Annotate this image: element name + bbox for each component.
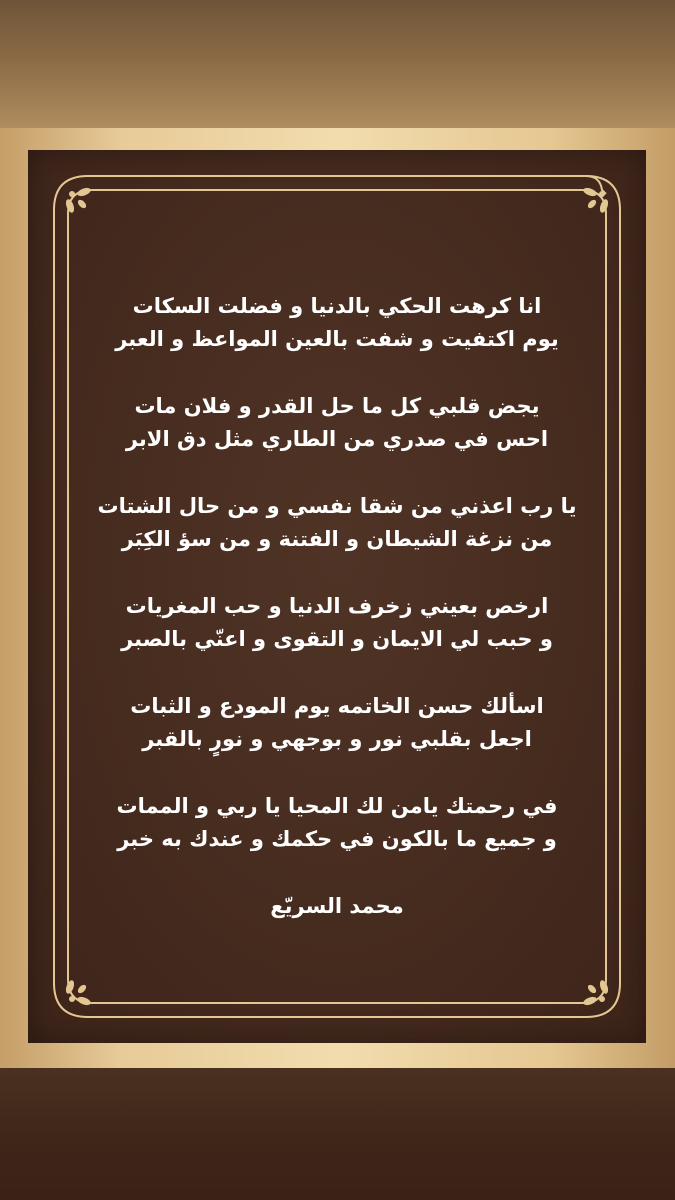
top-background bbox=[0, 0, 675, 128]
poem-line: يجض قلبي كل ما حل القدر و فلان مات bbox=[134, 394, 540, 418]
poem-line: انا كرهت الحكي بالدنيا و فضلت السكات bbox=[132, 294, 542, 318]
bottom-background bbox=[0, 1068, 675, 1200]
stanza bbox=[68, 490, 606, 556]
poem-card bbox=[28, 150, 646, 1043]
poem-line: احس في صدري من الطاري مثل دق الابر bbox=[125, 427, 549, 451]
poem-line: و جميع ما بالكون في حكمك و عندك به خبر bbox=[117, 827, 557, 851]
poem-text bbox=[68, 290, 606, 923]
poem-line: و حبب لي الايمان و التقوى و اعنّي بالصبر bbox=[121, 627, 553, 651]
author-signature: محمد السريّع bbox=[270, 894, 404, 918]
poem-line: يوم اكتفيت و شفت بالعين المواعظ و العبر bbox=[115, 327, 559, 351]
stanza bbox=[68, 290, 606, 356]
poem-line: من نزغة الشيطان و الفتنة و من سؤ الكِبَر bbox=[121, 527, 553, 551]
stanza bbox=[68, 590, 606, 656]
poem-line: في رحمتك يامن لك المحيا يا ربي و الممات bbox=[116, 794, 558, 818]
poem-line: اسألك حسن الخاتمه يوم المودع و الثبات bbox=[130, 694, 544, 718]
poem-line: ارخص بعيني زخرف الدنيا و حب المغريات bbox=[125, 594, 549, 618]
poem-line: يا رب اعذني من شقا نفسي و من حال الشتات bbox=[97, 494, 577, 518]
stanza bbox=[68, 390, 606, 456]
poem-line: اجعل بقلبي نور و بوجهي و نورٍ بالقبر bbox=[142, 727, 532, 751]
stanza bbox=[68, 790, 606, 856]
stanza bbox=[68, 690, 606, 756]
